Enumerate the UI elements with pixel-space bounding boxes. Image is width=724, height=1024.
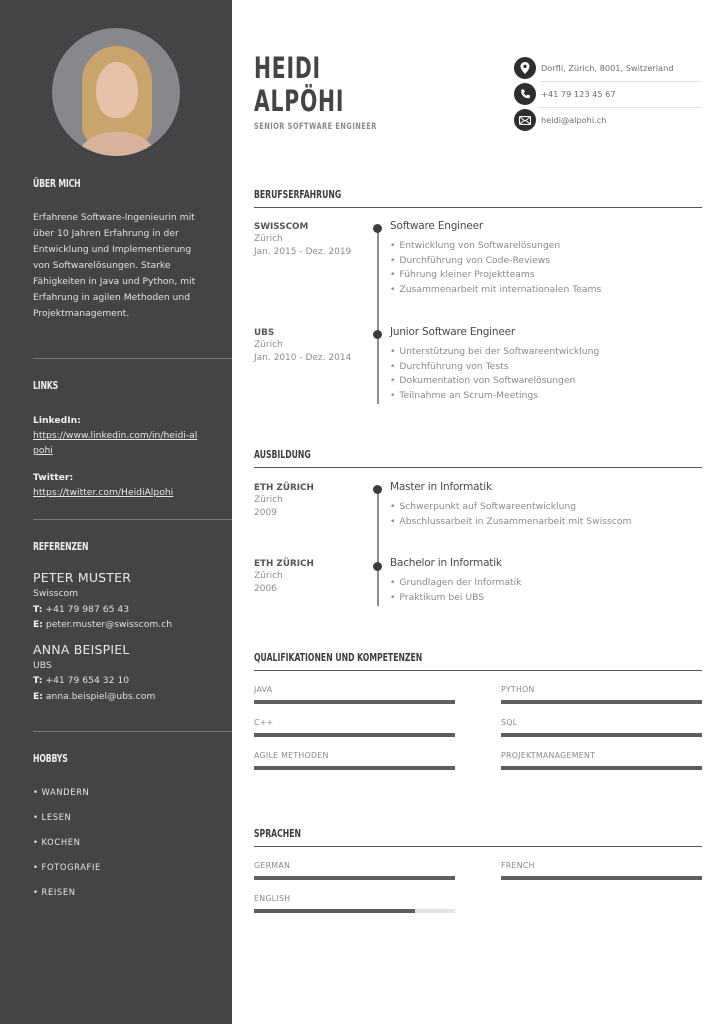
school-location: Zürich [254,495,283,505]
references-title: REFERENZEN [33,541,89,553]
profile-photo [52,28,180,156]
graduation-year: 2006 [254,584,277,594]
language-bar-fill [254,909,415,913]
language-bar [501,876,702,880]
bullet-item: • Unterstützung bei der Softwareentwicklung [390,345,702,360]
timeline-dot [373,485,382,494]
skill-agile [254,751,455,770]
bullet-item: • Dokumentation von Softwarelösungen [390,374,702,389]
twitter-url[interactable]: https://twitter.com/HeidiAlpohi [33,487,174,498]
links-title: LINKS [33,380,59,392]
hobbies-list [33,785,231,910]
address-text: Dorfli, Zürich, 8001, Switzerland [541,63,674,73]
experience-entry-meta [254,327,374,365]
skill-python [501,685,702,704]
language-bar [254,909,455,913]
references-section [33,541,231,704]
skill-bar [501,700,702,704]
sidebar-divider [33,519,232,520]
bullet-item: • Praktikum bei UBS [390,591,702,606]
school-name: ETH ZÜRICH [254,483,314,493]
reference-company: UBS [33,659,52,671]
skill-label: C++ [254,718,274,727]
bullet-item: • Durchführung von Tests [390,360,702,375]
graduation-year: 2009 [254,508,277,518]
twitter-label: Twitter: [33,472,74,483]
reference-item [33,570,231,633]
skill-sql [501,718,702,737]
skills-title: QUALIFIKATIONEN UND KOMPETENZEN [254,651,423,664]
bullet-item: • Führung kleiner Projektteams [390,268,702,283]
sidebar-divider [33,358,232,359]
skill-bar [501,766,702,770]
hobby-item: • KOCHEN [33,835,231,860]
timeline-dot [373,224,382,233]
timeline-dot [373,562,382,571]
reference-item [33,642,231,705]
location-pin-icon [514,57,536,79]
company-location: Zürich [254,340,283,350]
experience-entry-detail [390,325,702,403]
language-french [501,861,702,880]
company-name: SWISSCOM [254,222,309,232]
timeline-dot [373,330,382,339]
hobbies-section [33,753,231,910]
bullet-item: • Entwicklung von Softwarelösungen [390,239,702,254]
sidebar-divider [33,731,232,732]
language-label: FRENCH [501,861,535,870]
experience-timeline [377,229,379,404]
skill-bar-fill [501,733,702,737]
sidebar [0,0,232,1024]
hobby-item: • WANDERN [33,785,231,810]
degree-bullets [390,500,702,529]
contact-email [514,107,702,133]
skill-label: PYTHON [501,685,535,694]
reference-phone: T: +41 79 654 32 10 [33,675,130,686]
skill-label: AGILE METHODEN [254,751,329,760]
experience-rule [254,207,702,208]
languages-rule [254,846,702,847]
skill-bar-fill [254,733,455,737]
skill-bar-fill [501,766,702,770]
education-rule [254,467,702,468]
linkedin-url[interactable]: https://www.linkedin.com/in/heidi-alpohi [33,430,198,456]
languages-title: SPRACHEN [254,827,301,840]
language-bar-fill [501,876,702,880]
skill-label: SQL [501,718,518,727]
first-name: HEIDI [254,51,321,85]
skill-bar-fill [254,766,455,770]
education-title: AUSBILDUNG [254,448,311,461]
employment-period: Jan. 2010 - Dez. 2014 [254,353,352,363]
degree-bullets [390,576,702,605]
skill-label: JAVA [254,685,273,694]
contact-address [514,55,702,81]
full-name [254,52,344,118]
education-entry-detail [390,480,702,529]
degree-title: Bachelor in Informatik [390,557,502,569]
skills-rule [254,670,702,671]
skill-bar-fill [501,700,702,704]
contact-phone [514,81,702,107]
skill-bar [254,700,455,704]
skill-java [254,685,455,704]
job-title: SENIOR SOFTWARE ENGINEER [254,122,377,132]
hobby-item: • LESEN [33,810,231,835]
degree-title: Master in Informatik [390,481,492,493]
links-section [33,380,231,500]
experience-entry-meta [254,221,374,259]
role-title: Junior Software Engineer [390,326,515,338]
hobby-item: • REISEN [33,885,231,910]
skill-bar [254,733,455,737]
reference-name: ANNA BEISPIEL [33,641,130,657]
education-entry-detail [390,556,702,605]
role-title: Software Engineer [390,220,483,232]
education-entry-meta [254,558,374,596]
phone-text[interactable]: +41 79 123 45 67 [541,89,616,99]
language-bar [254,876,455,880]
linkedin-label: LinkedIn: [33,415,81,426]
reference-email: E: peter.muster@swisscom.ch [33,619,173,630]
company-name: UBS [254,328,275,338]
email-text[interactable]: heidi@alpohi.ch [541,115,607,125]
bullet-item: • Abschlussarbeit in Zusammenarbeit mit Swisscom [390,515,702,530]
school-location: Zürich [254,571,283,581]
bullet-item: • Durchführung von Code-Reviews [390,254,702,269]
reference-phone: T: +41 79 987 65 43 [33,603,130,615]
skill-bar-fill [254,700,455,704]
reference-name: PETER MUSTER [33,570,132,585]
skill-bar [254,766,455,770]
experience-entry-detail [390,219,702,297]
reference-email: E: anna.beispiel@ubs.com [33,690,156,702]
phone-icon [514,83,536,105]
language-label: ENGLISH [254,894,291,903]
education-timeline [377,489,379,606]
language-english [254,894,455,913]
hobby-item: • FOTOGRAFIE [33,860,231,885]
about-text: Erfahrene Software-Ingenieurin mit über 10 Jahren Erfahrung in der Entwicklung und Implementierung von Softwarelösungen. Starke Fähigkeiten in Java und Python, mit Erfahrung in agilen Methoden und Projektmanagement. [33,212,196,319]
school-name: ETH ZÜRICH [254,559,314,569]
link-linkedin [33,414,231,458]
skill-cpp [254,718,455,737]
company-location: Zürich [254,234,283,244]
role-bullets [390,239,702,297]
bullet-item: • Teilnahme an Scrum-Meetings [390,389,702,404]
language-bar-fill [254,876,455,880]
experience-title: BERUFSERFAHRUNG [254,188,342,201]
employment-period: Jan. 2015 - Dez. 2019 [254,247,352,257]
skill-label: PROJEKTMANAGEMENT [501,751,596,760]
bullet-item: • Schwerpunkt auf Softwareentwicklung [390,500,702,515]
link-twitter [33,471,231,500]
language-german [254,861,455,880]
skill-project-management [501,751,702,770]
bullet-item: • Grundlagen der Informatik [390,576,702,591]
about-section [33,178,231,322]
education-entry-meta [254,482,374,520]
last-name: ALPÖHI [254,84,345,118]
about-title: ÜBER MICH [33,178,81,190]
skill-bar [501,733,702,737]
reference-company: Swisscom [33,588,79,599]
envelope-icon [514,109,536,131]
language-label: GERMAN [254,861,291,870]
bullet-item: • Zusammenarbeit mit internationalen Teams [390,283,702,298]
hobbies-title: HOBBYS [33,753,68,765]
role-bullets [390,345,702,403]
photo-face-shape [96,62,138,118]
